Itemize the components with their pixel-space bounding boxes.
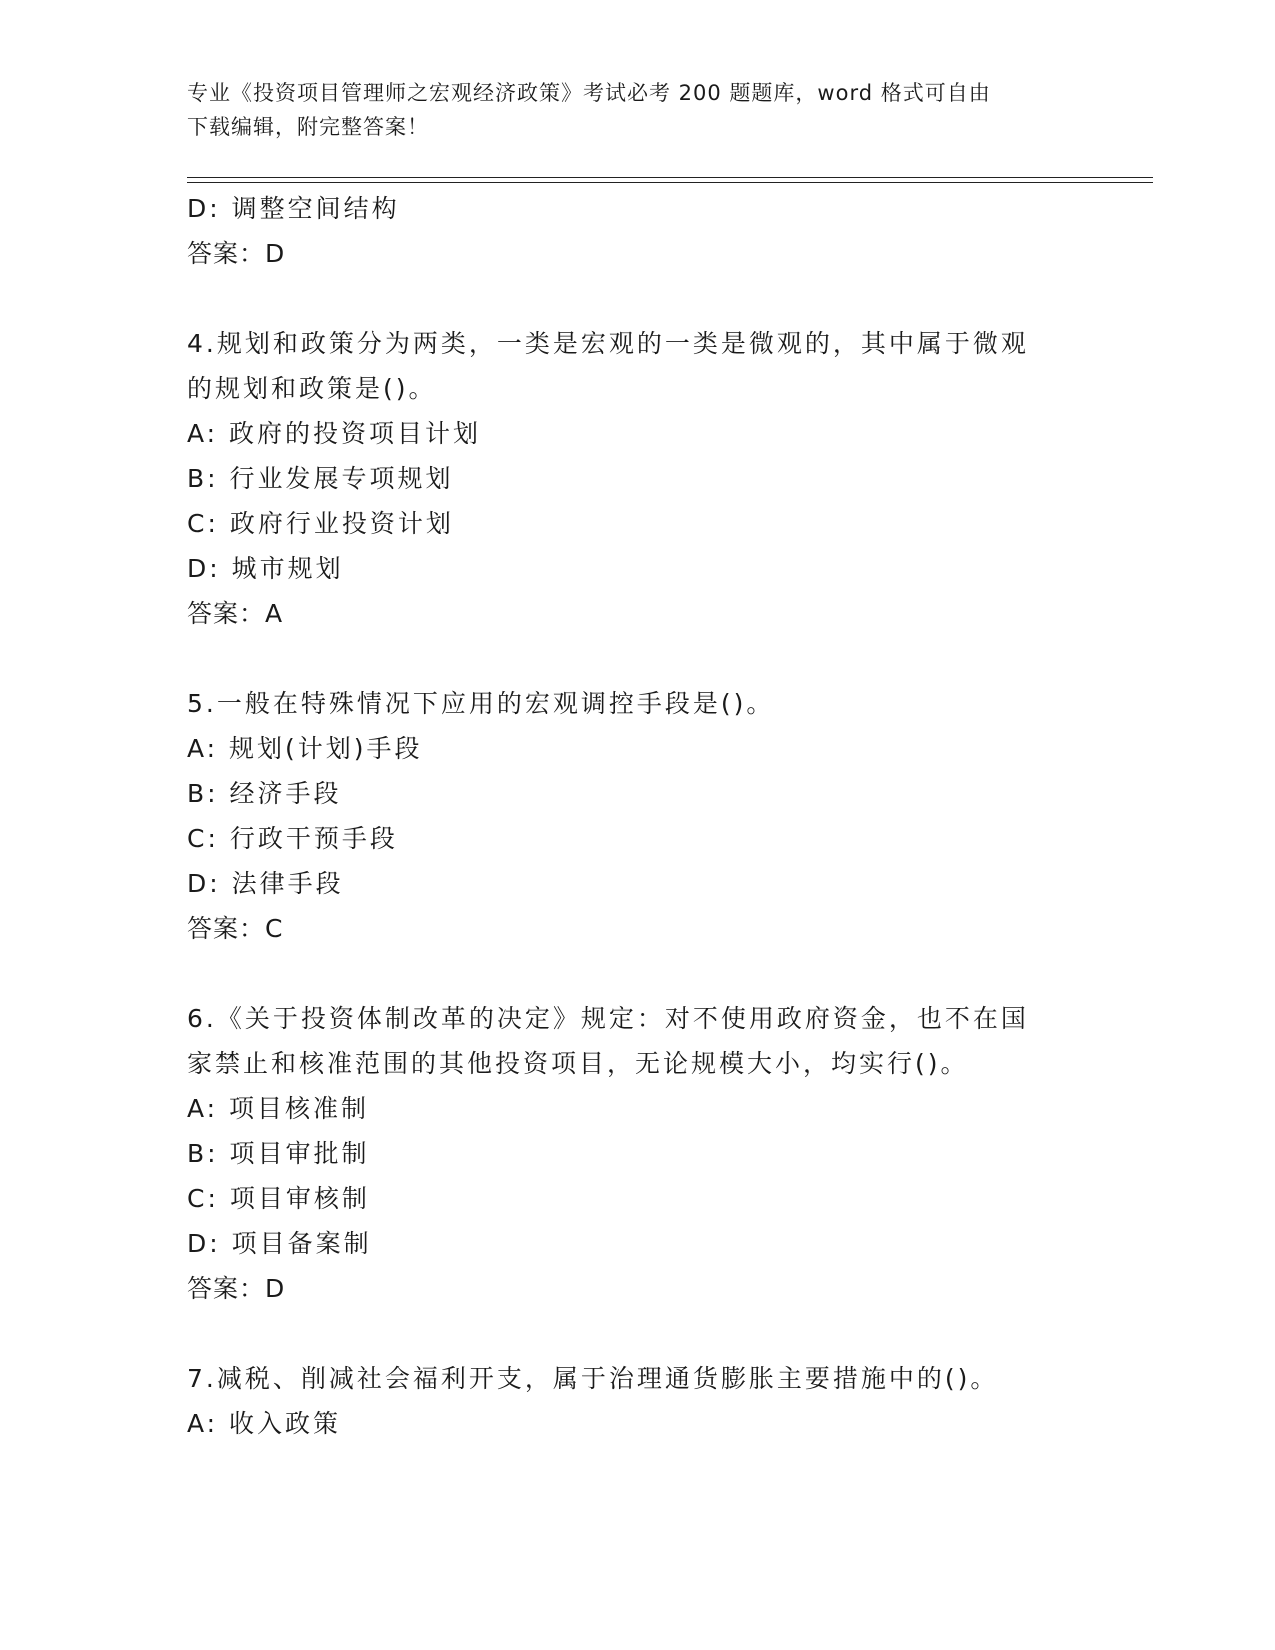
option-d: D: 项目备案制 xyxy=(187,1229,372,1258)
answer-line: 答案：A xyxy=(187,599,284,628)
option-d: D: 法律手段 xyxy=(187,869,344,898)
option-a: A: 政府的投资项目计划 xyxy=(187,419,482,448)
option-a: A: 收入政策 xyxy=(187,1409,342,1438)
question-7-text: 7.减税、削减社会福利开支，属于治理通货膨胀主要措施中的()。 xyxy=(187,1364,999,1393)
option-a: A: 规划(计划)手段 xyxy=(187,734,423,763)
option-b: B: 行业发展专项规划 xyxy=(187,464,454,493)
question-6-text-cont: 家禁止和核准范围的其他投资项目，无论规模大小，均实行()。 xyxy=(187,1049,969,1078)
header-line-2: 下载编辑，附完整答案！ xyxy=(187,115,429,139)
option-c: C: 行政干预手段 xyxy=(187,824,398,853)
header-rule-bottom xyxy=(187,182,1153,183)
question-4-text: 4.规划和政策分为两类，一类是宏观的一类是微观的，其中属于微观 xyxy=(187,329,1029,358)
option-d: D: 调整空间结构 xyxy=(187,194,400,223)
option-c: C: 项目审核制 xyxy=(187,1184,370,1213)
header-rule-top xyxy=(187,177,1153,178)
option-c: C: 政府行业投资计划 xyxy=(187,509,454,538)
header-line-1: 专业《投资项目管理师之宏观经济政策》考试必考 200 题题库，word 格式可自由 xyxy=(187,81,991,105)
document-header xyxy=(187,76,1067,144)
option-d: D: 城市规划 xyxy=(187,554,344,583)
option-b: B: 项目审批制 xyxy=(187,1139,370,1168)
answer-line: 答案：C xyxy=(187,914,284,943)
question-4-text-cont: 的规划和政策是()。 xyxy=(187,374,437,403)
option-a: A: 项目核准制 xyxy=(187,1094,370,1123)
answer-line: 答案：D xyxy=(187,239,286,268)
question-5-text: 5.一般在特殊情况下应用的宏观调控手段是()。 xyxy=(187,689,775,718)
answer-line: 答案：D xyxy=(187,1274,286,1303)
question-6-text: 6.《关于投资体制改革的决定》规定：对不使用政府资金，也不在国 xyxy=(187,1004,1029,1033)
option-b: B: 经济手段 xyxy=(187,779,342,808)
